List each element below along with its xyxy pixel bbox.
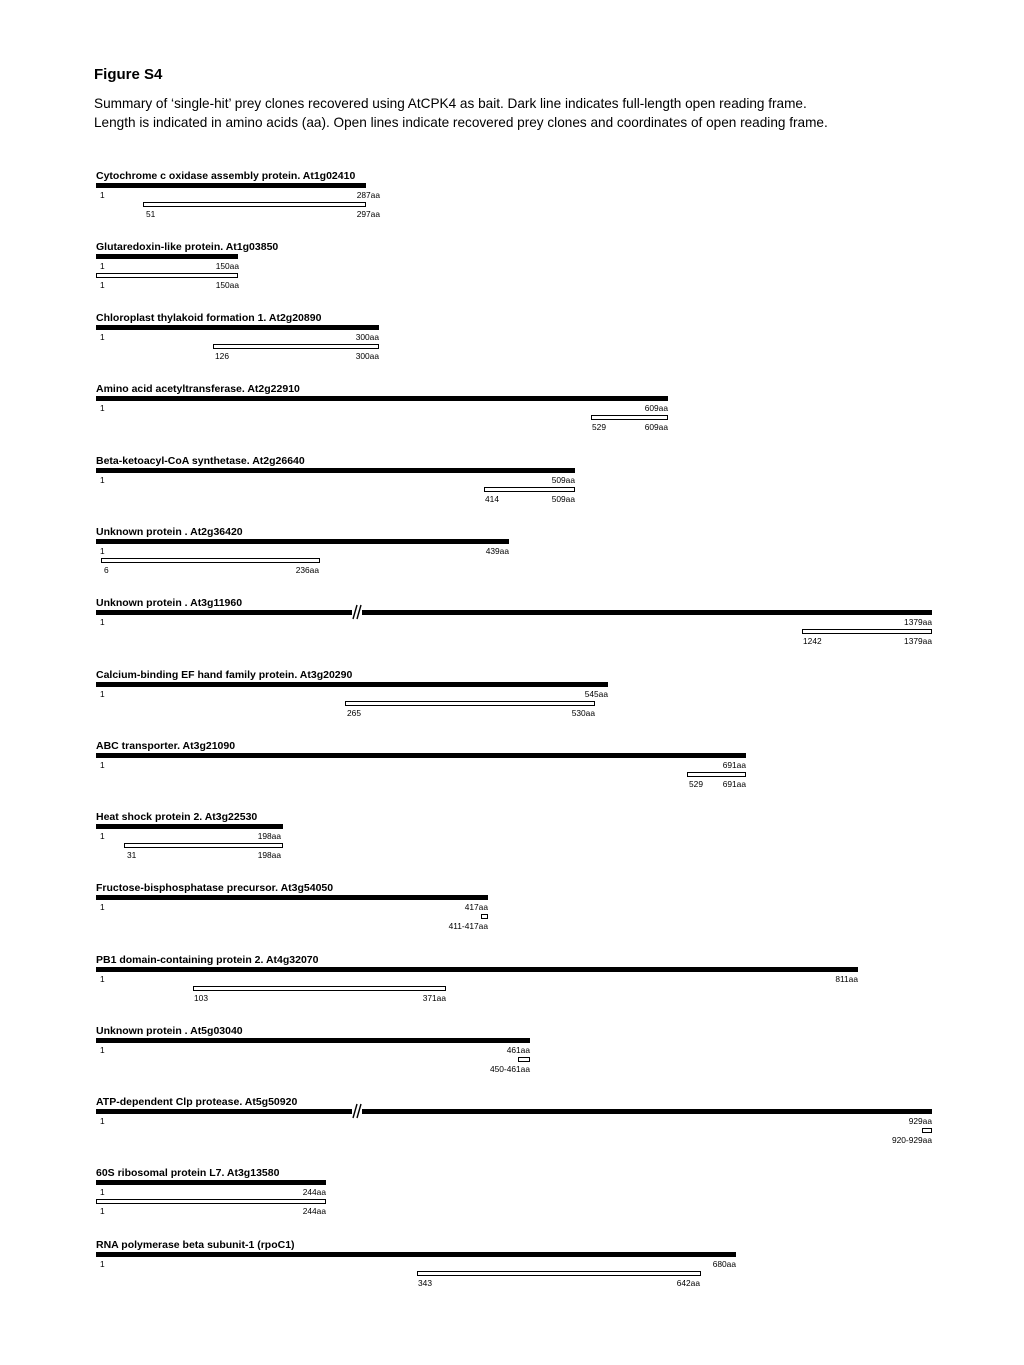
clone-start-label: 414 <box>485 494 499 504</box>
clone-range-label: 450-461aa <box>489 1064 530 1074</box>
orf-entry-at5g50920 <box>0 1096 1024 1168</box>
prey-clone-bar <box>481 914 488 919</box>
prey-clone-bar <box>591 415 668 420</box>
full-end-label: 417aa <box>464 902 488 912</box>
orf-entry-at5g03040 <box>0 1025 1024 1097</box>
full-start-label: 1 <box>100 974 105 984</box>
full-length-orf-bar <box>96 753 746 758</box>
full-length-orf-bar <box>96 610 932 615</box>
full-start-label: 1 <box>100 760 105 770</box>
full-length-orf-bar <box>96 325 379 330</box>
clone-start-label: 6 <box>104 565 109 575</box>
clone-end-label: 236aa <box>295 565 319 575</box>
full-start-label: 1 <box>100 831 105 841</box>
orf-entry-at2g36420 <box>0 526 1024 598</box>
clone-end-label: 371aa <box>422 993 446 1003</box>
protein-name: Unknown protein . At5g03040 <box>96 1025 243 1037</box>
full-length-orf-bar <box>96 895 488 900</box>
protein-name: Chloroplast thylakoid formation 1. At2g20890 <box>96 312 322 324</box>
full-end-label: 287aa <box>356 190 380 200</box>
protein-name: RNA polymerase beta subunit-1 (rpoC1) <box>96 1239 295 1251</box>
full-end-label: 198aa <box>257 831 281 841</box>
full-length-orf-bar <box>96 1038 530 1043</box>
clone-start-label: 31 <box>127 850 137 860</box>
orf-entry-at3g22530 <box>0 811 1024 883</box>
full-length-orf-bar <box>96 682 608 687</box>
full-start-label: 1 <box>100 1259 105 1269</box>
full-length-orf-bar <box>96 1180 326 1185</box>
caption-line-1: Summary of ‘single-hit’ prey clones recovered using AtCPK4 as bait. Dark line indicates full-length open reading frame. <box>94 96 807 111</box>
protein-name: Glutaredoxin-like protein. At1g03850 <box>96 241 279 253</box>
prey-clone-bar <box>518 1057 530 1062</box>
clone-end-label: 530aa <box>571 708 595 718</box>
full-start-label: 1 <box>100 1045 105 1055</box>
full-length-orf-bar <box>96 824 283 829</box>
protein-name: ATP-dependent Clp protease. At5g50920 <box>96 1096 298 1108</box>
full-length-orf-bar <box>96 396 668 401</box>
clone-end-label: 1379aa <box>904 636 932 646</box>
full-end-label: 244aa <box>302 1187 326 1197</box>
orf-entry-at2g20890 <box>0 312 1024 384</box>
protein-name: Heat shock protein 2. At3g22530 <box>96 811 258 823</box>
prey-clone-bar <box>345 701 595 706</box>
full-end-label: 300aa <box>355 332 379 342</box>
clone-range-label: 920-929aa <box>891 1135 932 1145</box>
orf-entry-at3g13580 <box>0 1167 1024 1239</box>
orf-entry-at3g11960 <box>0 597 1024 669</box>
prey-clone-bar <box>101 558 320 563</box>
axis-break-mark <box>352 1103 362 1119</box>
clone-end-label: 198aa <box>257 850 281 860</box>
clone-start-label: 51 <box>146 209 156 219</box>
orf-entry-at3g54050 <box>0 882 1024 954</box>
orf-entry-at3g20290 <box>0 669 1024 741</box>
full-start-label: 1 <box>100 546 105 556</box>
protein-name: Fructose-bisphosphatase precursor. At3g54050 <box>96 882 334 894</box>
clone-start-label: 126 <box>215 351 229 361</box>
protein-name: Calcium-binding EF hand family protein. At3g20290 <box>96 669 353 681</box>
orf-entry-at1g02410 <box>0 170 1024 242</box>
clone-start-label: 529 <box>592 422 606 432</box>
full-start-label: 1 <box>100 902 105 912</box>
prey-clone-bar <box>143 202 366 207</box>
clone-start-label: 529 <box>689 779 703 789</box>
full-end-label: 545aa <box>584 689 608 699</box>
prey-clone-bar <box>193 986 446 991</box>
protein-name: Cytochrome c oxidase assembly protein. At1g02410 <box>96 170 356 182</box>
protein-name: Amino acid acetyltransferase. At2g22910 <box>96 383 300 395</box>
full-end-label: 1379aa <box>904 617 932 627</box>
full-end-label: 609aa <box>644 403 668 413</box>
axis-break-mark <box>352 604 362 620</box>
prey-clone-bar <box>124 843 283 848</box>
clone-start-label: 1242 <box>803 636 822 646</box>
protein-name: 60S ribosomal protein L7. At3g13580 <box>96 1167 280 1179</box>
clone-end-label: 244aa <box>302 1206 326 1216</box>
full-start-label: 1 <box>100 332 105 342</box>
clone-start-label: 103 <box>194 993 208 1003</box>
clone-end-label: 509aa <box>551 494 575 504</box>
clone-end-label: 300aa <box>355 351 379 361</box>
full-end-label: 691aa <box>722 760 746 770</box>
orf-entry-at1g03850 <box>0 241 1024 313</box>
figure-caption <box>94 94 974 132</box>
full-start-label: 1 <box>100 1187 105 1197</box>
clone-start-label: 343 <box>418 1278 432 1288</box>
full-start-label: 1 <box>100 1116 105 1126</box>
full-end-label: 461aa <box>506 1045 530 1055</box>
clone-start-label: 265 <box>347 708 361 718</box>
prey-clone-bar <box>213 344 379 349</box>
clone-end-label: 691aa <box>722 779 746 789</box>
clone-end-label: 609aa <box>644 422 668 432</box>
caption-line-2: Length is indicated in amino acids (aa). Open lines indicate recovered prey clones and coordinates of open reading frame. <box>94 115 828 130</box>
full-end-label: 439aa <box>485 546 509 556</box>
clone-end-label: 297aa <box>356 209 380 219</box>
full-start-label: 1 <box>100 475 105 485</box>
orf-entry-at2g22910 <box>0 383 1024 455</box>
orf-entry-at3g21090 <box>0 740 1024 812</box>
prey-clone-bar <box>922 1128 932 1133</box>
prey-clone-bar <box>417 1271 701 1276</box>
protein-name: PB1 domain-containing protein 2. At4g32070 <box>96 954 319 966</box>
full-start-label: 1 <box>100 689 105 699</box>
full-end-label: 929aa <box>908 1116 932 1126</box>
clone-start-label: 1 <box>100 1206 105 1216</box>
prey-clone-bar <box>484 487 575 492</box>
full-end-label: 509aa <box>551 475 575 485</box>
protein-name: Unknown protein . At3g11960 <box>96 597 243 609</box>
full-length-orf-bar <box>96 539 509 544</box>
full-length-orf-bar <box>96 254 238 259</box>
orf-entry-at4g32070 <box>0 954 1024 1026</box>
prey-clone-bar <box>96 273 238 278</box>
protein-name: ABC transporter. At3g21090 <box>96 740 236 752</box>
full-start-label: 1 <box>100 261 105 271</box>
full-start-label: 1 <box>100 617 105 627</box>
full-length-orf-bar <box>96 468 575 473</box>
prey-clone-bar <box>687 772 746 777</box>
full-length-orf-bar <box>96 967 858 972</box>
protein-name: Beta-ketoacyl-CoA synthetase. At2g26640 <box>96 455 305 467</box>
clone-end-label: 642aa <box>676 1278 700 1288</box>
full-start-label: 1 <box>100 190 105 200</box>
prey-clone-bar <box>802 629 932 634</box>
full-end-label: 680aa <box>712 1259 736 1269</box>
clone-range-label: 411-417aa <box>448 921 488 931</box>
orf-entry-rpoc1 <box>0 1239 1024 1311</box>
full-length-orf-bar <box>96 1109 932 1114</box>
full-length-orf-bar <box>96 1252 736 1257</box>
protein-name: Unknown protein . At2g36420 <box>96 526 243 538</box>
clone-start-label: 1 <box>100 280 105 290</box>
prey-clone-bar <box>96 1199 326 1204</box>
full-end-label: 150aa <box>215 261 239 271</box>
figure-title: Figure S4 <box>94 66 163 83</box>
full-length-orf-bar <box>96 183 366 188</box>
clone-end-label: 150aa <box>215 280 239 290</box>
orf-entry-at2g26640 <box>0 455 1024 527</box>
full-start-label: 1 <box>100 403 105 413</box>
full-end-label: 811aa <box>835 974 858 984</box>
